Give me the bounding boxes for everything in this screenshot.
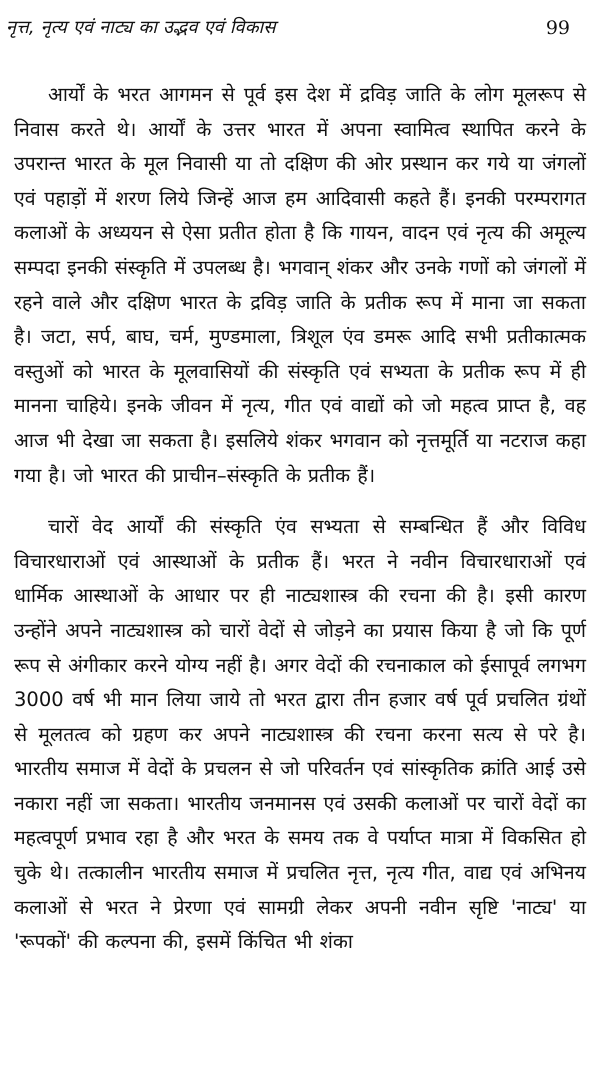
paragraph: चारों वेद आर्यों की संस्कृति एंव सभ्यता से सम्बन्धित हैं और विविध विचारधाराओं एवं आस्थाओं के प्रतीक हैं। भरत ने नवीन विचारधाराओं एवं धार्मिक आस्थाओं के आधार पर ही नाट्यशास्त्र की रचना की है। इसी कारण उन्होंने अपने नाट्यशास्त्र को चारों वेदों से जोड़ने का प्रयास किया है जो कि पूर्ण रूप से अंगीकार करने योग्य नहीं है। अगर वेदों की रचनाकाल को ईसापूर्व लगभग 3000 वर्ष भी मान लिया जाये तो भरत द्वारा तीन हजार वर्ष पूर्व प्रचलित ग्रंथों से मूलतत्व को ग्रहण कर अपने नाट्यशास्त्र की रचना करना सत्य से परे है। भारतीय समाज में वेदों के प्रचलन से जो परिवर्तन एवं सांस्कृतिक क्रांति आई उसे नकारा नहीं जा सकता। भारतीय जनमानस एवं उसकी कलाओं पर चारों वेदों का महत्वपूर्ण प्रभाव रहा है और भरत के समय तक वे पर्याप्त मात्रा में विकसित हो चुके थे। तत्कालीन भारतीय समाज में प्रचलित नृत्त, नृत्य गीत, वाद्य एवं अभिनय कलाओं से भरत ने प्रेरणा एवं सामग्री लेकर अपनी नवीन सृष्टि 'नाट्य' या 'रूपकों' की कल्पना की, इसमें किंचित भी शंका [14, 515, 586, 954]
page-number: 99 [545, 17, 570, 39]
page-body [14, 78, 586, 960]
page-header [6, 16, 592, 42]
paragraph: आर्यों के भरत आगमन से पूर्व इस देश में द्रविड़ जाति के लोग मूलरूप से निवास करते थे। आर्यों के उत्तर भारत में अपना स्वामित्व स्थापित करने के उपरान्त भारत के मूल निवासी या तो दक्षिण की ओर प्रस्थान कर गये या जंगलों एवं पहाड़ों में शरण लिये जिन्हें आज हम आदिवासी कहते हैं। इनकी परम्परागत कलाओं के अध्ययन से ऐसा प्रतीत होता है कि गायन, वादन एवं नृत्य की अमूल्य सम्पदा इनकी संस्कृति में उपलब्ध है। भगवान् शंकर और उनके गणों को जंगलों में रहने वाले और दक्षिण भारत के द्रविड़ जाति के प्रतीक रूप में माना जा सकता है। जटा, सर्प, बाघ, चर्म, मुण्डमाला, त्रिशूल एंव डमरू आदि सभी प्रतीकात्मक वस्तुओं को भारत के मूलवासियों की संस्कृति एवं सभ्यता के प्रतीक रूप में ही मानना चाहिये। इनके जीवन में नृत्य, गीत एवं वाद्यों को जो महत्व प्राप्त है, वह आज भी देखा जा सकता है। इसलिये शंकर भगवान को नृत्तमूर्ति या नटराज कहा गया है। जो भारत की प्राचीन–संस्कृति के प्रतीक हैं। [14, 83, 586, 487]
running-title: नृत्त, नृत्य एवं नाट्य का उद्भव एवं विकास [6, 17, 276, 38]
